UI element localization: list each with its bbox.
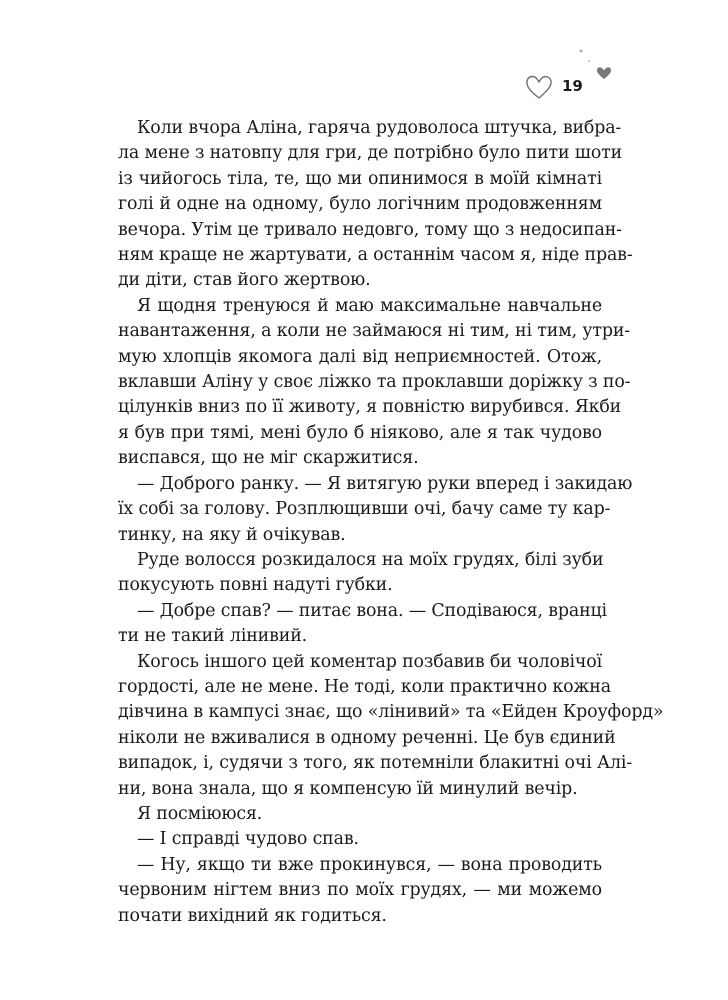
text-line: ди діти, став його жертвою. (118, 270, 371, 291)
text-line: ням краще не жартувати, а останнім часом я, ніде прав- (118, 245, 633, 266)
paragraph (118, 650, 664, 802)
text-line: виспався, що не міг скаржитися. (118, 448, 419, 469)
text-line: Я посміююся. (137, 803, 263, 824)
text-line: дівчина в кампусі знає, що «лінивий» та «Ейден Кроуфорд» (118, 702, 664, 723)
paragraph (118, 548, 602, 599)
page-header (490, 64, 610, 114)
page-number: 19 (562, 77, 583, 95)
paragraph (118, 802, 602, 827)
heart-outline-icon (524, 74, 554, 100)
text-line: покусують повні надуті губки. (118, 575, 393, 596)
text-line: Когось іншого цей коментар позбавив би чоловічої (137, 651, 602, 672)
text-line: їх собі за голову. Розплющивши очі, бачу саме ту кар- (118, 499, 611, 520)
dot-icon (578, 48, 584, 54)
text-line: почати вихідний як годиться. (118, 905, 387, 926)
text-line: червоним нігтем вниз по моїх грудях, — ми можемо (118, 880, 602, 901)
body-text (118, 116, 664, 929)
text-line: ни, вона знала, що я компенсую їй минулий вечір. (118, 778, 578, 799)
text-line: вклавши Аліну у своє ліжко та проклавши доріжку з по- (118, 372, 631, 393)
text-line: — І справді чудово спав. (137, 829, 359, 850)
text-line: — Доброго ранку. — Я витягую руки вперед і закидаю (137, 473, 633, 494)
text-line: ла мене з натовпу для гри, де потрібно було пити шоти (118, 143, 623, 164)
text-line: вечора. Утім це тривало недовго, тому що з недосипан- (118, 219, 622, 240)
paragraph (118, 827, 602, 852)
text-line: голі й одне на одному, було логічним продовженням (118, 194, 602, 215)
text-line: Коли вчора Аліна, гаряча рудоволоса штучка, вибра- (137, 118, 622, 138)
text-line: Я щодня тренуюся й маю максимальне навчальне (137, 295, 602, 316)
paragraph (118, 853, 602, 929)
paragraph (118, 294, 631, 472)
heart-filled-icon (596, 66, 612, 80)
text-line: — Добре спав? — питає вона. — Сподіваюся, вранці (137, 600, 607, 621)
text-line: тинку, на яку й очікував. (118, 524, 346, 545)
text-line: — Ну, якщо ти вже прокинувся, — вона проводить (137, 854, 602, 875)
paragraph (118, 599, 607, 650)
text-line: ти не такий лінивий. (118, 626, 308, 647)
text-line: навантаження, а коли не займаюся ні тим, ні тим, утри- (118, 321, 631, 342)
text-line: я був при тямі, мені було б ніяково, але я так чудово (118, 422, 602, 443)
text-line: мую хлопців якомога далі від неприємностей. Отож, (118, 346, 602, 367)
text-line: випадок, і, судячи з того, як потемніли блакитні очі Алі- (118, 753, 633, 774)
paragraph (118, 116, 633, 294)
text-line: цілунків вниз по її животу, я повністю вирубився. Якби (118, 397, 622, 418)
text-line: гордості, але не мене. Не тоді, коли практично кожна (118, 676, 611, 697)
text-line: Руде волосся розкидалося на моїх грудях, білі зуби (137, 549, 604, 570)
dot-icon (586, 58, 592, 64)
text-line: із чийогось тіла, те, що ми опинимося в моїй кімнаті (118, 168, 602, 189)
text-line: ніколи не вживалися в одному реченні. Це був єдиний (118, 727, 616, 748)
paragraph (118, 472, 633, 548)
